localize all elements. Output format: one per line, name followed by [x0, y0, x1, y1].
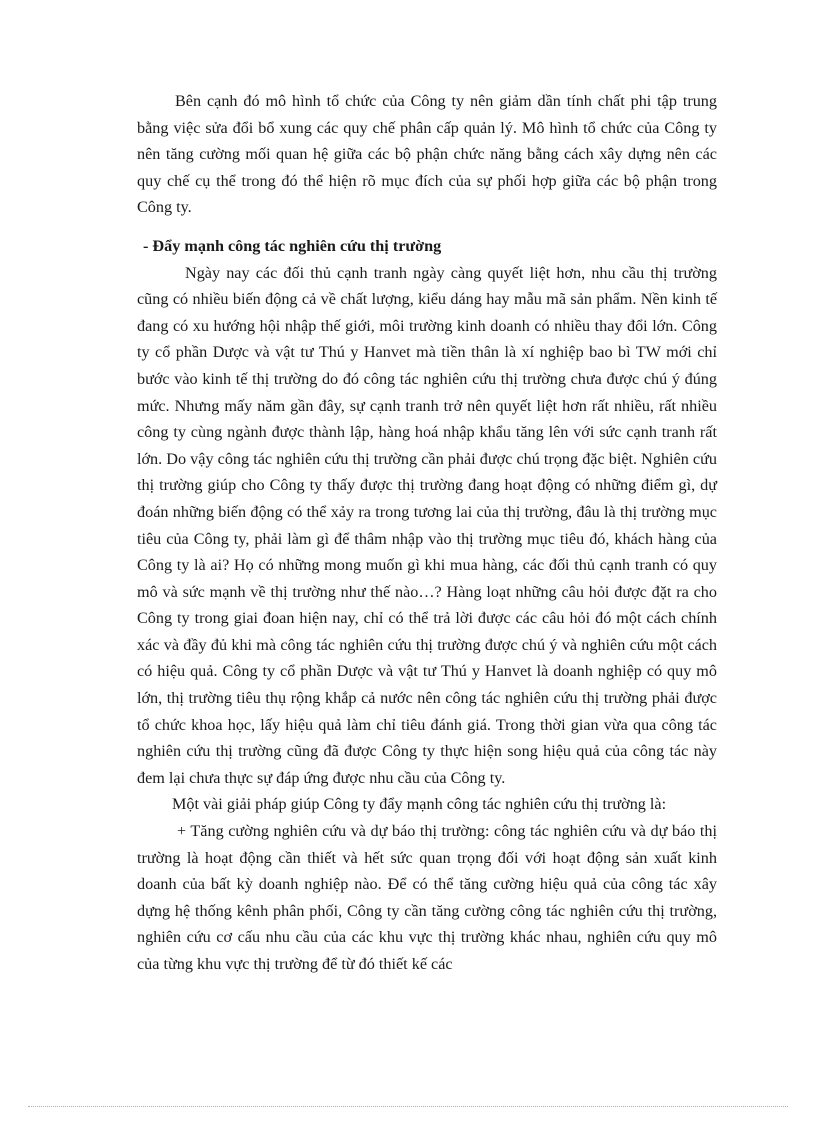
paragraph-organization-model: Bên cạnh đó mô hình tổ chức của Công ty nên giảm dần tính chất phi tập trung bằng việc sửa đổi bổ xung các quy chế phân cấp quản lý. Mô hình tổ chức của Công ty nên tăng cường mối quan hệ giữa các bộ phận chức năng bằng cách xây dựng nên các quy chế cụ thể trong đó thể hiện rõ mục đích của sự phối hợp giữa các bộ phận trong Công ty.	[137, 92, 717, 217]
section-heading: - Đẩy mạnh công tác nghiên cứu thị trường	[143, 236, 442, 255]
paragraph-forecasting: + Tăng cường nghiên cứu và dự báo thị trường: công tác nghiên cứu và dự báo thị trường là hoạt động cần thiết và hết sức quan trọng đối với hoạt động sản xuất kinh doanh của bất kỳ doanh nghiệp nào. Để có thể tăng cường hiệu quả của công tác xây dựng hệ thống kênh phân phối, Công ty cần tăng cường công tác nghiên cứu thị trường, nghiên cứu cơ cấu nhu cầu của các khu vực thị trường khác nhau, nghiên cứu quy mô của từng khu vực thị trường để từ đó thiết kế các	[137, 822, 717, 973]
document-body	[137, 88, 717, 978]
page-bottom-divider	[28, 1106, 788, 1107]
paragraph-market-research: Ngày nay các đối thủ cạnh tranh ngày càng quyết liệt hơn, nhu cầu thị trường cũng có nhiều biến động cả về chất lượng, kiểu dáng hay mẫu mã sản phẩm. Nền kinh tế đang có xu hướng hội nhập thế giới, môi trường kinh doanh có nhiều thay đổi lớn. Công ty cổ phần Dược và vật tư Thú y Hanvet mà tiền thân là xí nghiệp bao bì TW mới chỉ bước vào kinh tế thị trường do đó công tác nghiên cứu thị trường chưa được chú ý đúng mức. Nhưng mấy năm gần đây, sự cạnh tranh trở nên quyết liệt hơn rất nhiều, rất nhiều công ty cùng ngành được thành lập, hàng hoá nhập khẩu tăng lên với sức cạnh tranh rất lớn. Do vậy công tác nghiên cứu thị trường cần phải được chú trọng đặc biệt. Nghiên cứu thị trường giúp cho Công ty thấy được thị trường đang hoạt động có những điểm gì, dự đoán những biến động có thể xảy ra trong tương lai của thị trường, đâu là thị trường mục tiêu của Công ty, phải làm gì để thâm nhập vào thị trường mục tiêu đó, khách hàng của Công ty là ai? Họ có những mong muốn gì khi mua hàng, các đối thủ cạnh tranh có quy mô và sức mạnh về thị trường như thế nào…? Hàng loạt những câu hỏi được đặt ra cho Công ty trong giai đoan hiện nay, chỉ có thể trả lời được các câu hỏi đó một cách chính xác và đầy đủ khi mà công tác nghiên cứu thị trường được chú ý và nghiên cứu một cách có hiệu quả. Công ty cổ phần Dược và vật tư Thú y Hanvet là doanh nghiệp có quy mô lớn, thị trường tiêu thụ rộng khắp cả nước nên công tác nghiên cứu thị trường phải được tổ chức khoa học, lấy hiệu quả làm chỉ tiêu đánh giá. Trong thời gian vừa qua công tác nghiên cứu thị trường cũng đã được Công ty thực hiện song hiệu quả của công tác này đem lại chưa thực sự đáp ứng được nhu cầu của Công ty.	[137, 263, 717, 787]
paragraph-solutions-intro: Một vài giải pháp giúp Công ty đẩy mạnh công tác nghiên cứu thị trường là:	[172, 795, 667, 814]
